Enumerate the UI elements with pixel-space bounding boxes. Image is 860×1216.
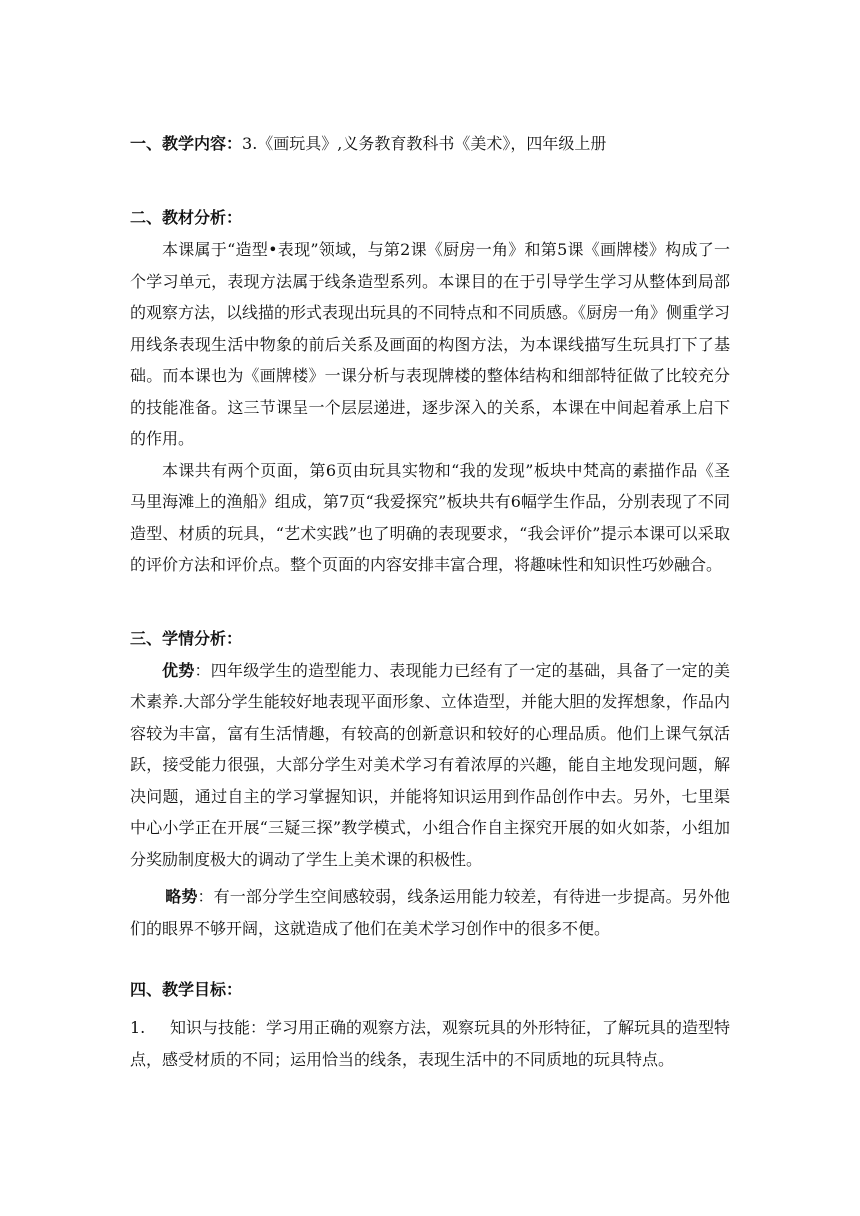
- document-page: [130, 128, 730, 1075]
- advantages-label: 优势: [162, 660, 195, 680]
- goal-item-text: 知识与技能：学习用正确的观察方法，观察玩具的外形特征，了解玩具的造型特点，感受材质的不同；运用恰当的线条，表现生活中的不同质地的玩具特点。: [130, 1018, 731, 1069]
- section-heading-teaching-goals: 四、教学目标：: [130, 980, 243, 999]
- section-teaching-content: [130, 128, 730, 160]
- advantages-paragraph: [130, 655, 730, 876]
- teaching-content-text: 3.《画玩具》,义务教育教科书《美术》，四年级上册: [242, 134, 607, 153]
- disadvantages-text: ：有一部分学生空间感较弱，线条运用能力较差，有待进一步提高。另外他们的眼界不够开阔，这就造成了他们在美术学习创作中的很多不便。: [130, 887, 730, 938]
- goal-item-1: [130, 1012, 730, 1075]
- disadvantages-label: 略势: [165, 887, 198, 906]
- goal-item-number: 1.: [130, 1018, 146, 1037]
- textbook-analysis-paragraph-1: 本课属于“造型•表现”领域，与第2课《厨房一角》和第5课《画牌楼》构成了一个学习单元，表现方法属于线条造型系列。本课目的在于引导学生学习从整体到局部的观察方法，以线描的形式表现出玩具的不同特点和不同质感。《厨房一角》侧重学习用线条表现生活中物象的前后关系及画面的构图方法，为本课线描写生玩具打下了基础。而本课也为《画牌楼》一课分析与表现牌楼的整体结构和细部特征做了比较充分的技能准备。这三节课呈一个层层递进，逐步深入的关系，本课在中间起着承上启下的作用。: [130, 240, 731, 448]
- section-heading-student-analysis: 三、学情分析：: [130, 628, 243, 648]
- disadvantages-paragraph: [130, 881, 730, 944]
- section-heading: 一、教学内容：: [130, 134, 243, 153]
- textbook-analysis-paragraph-2: 本课共有两个页面，第6页由玩具实物和“我的发现”板块中梵高的素描作品《圣马里海滩上的渔船》组成，第7页“我爱探究”板块共有6幅学生作品，分别表现了不同造型、材质的玩具，“艺术实践”也了明确的表现要求，“我会评价”提示本课可以采取的评价方法和评价点。整个页面的内容安排丰富合理，将趣味性和知识性巧妙融合。: [130, 460, 730, 574]
- section-heading-textbook-analysis: 二、教材分析：: [130, 208, 243, 227]
- advantages-text: ：四年级学生的造型能力、表现能力已经有了一定的基础，具备了一定的美术素养.大部分学生能较好地表现平面形象、立体造型，并能大胆的发挥想象，作品内容较为丰富，富有生活情趣，有较高的创新意识和较好的心理品质。他们上课气氛活跃，接受能力很强，大部分学生对美术学习有着浓厚的兴趣，能自主地发现问题，解决问题，通过自主的学习掌握知识，并能将知识运用到作品创作中去。另外，七里渠中心小学正在开展“三疑三探”教学模式，小组合作自主探究开展的如火如荼，小组加分奖励制度极大的调动了学生上美术课的积极性。: [130, 660, 730, 869]
